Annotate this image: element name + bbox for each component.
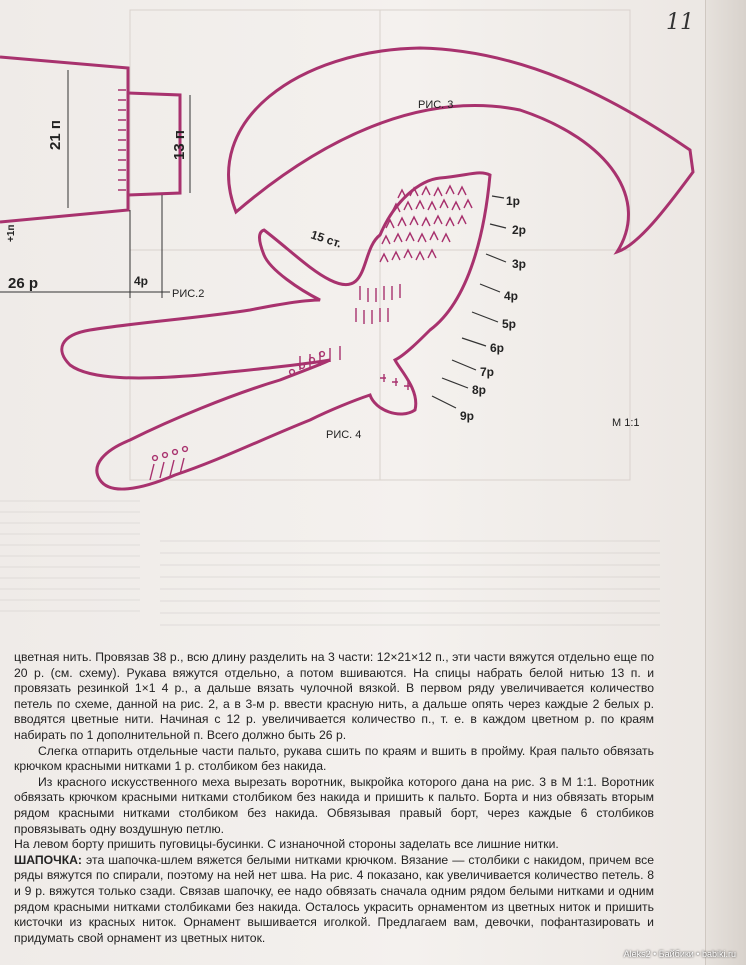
row-label-5: 5р — [502, 317, 517, 331]
stitch-symbols — [150, 186, 475, 480]
paragraph-1: цветная нить. Провязав 38 р., всю длину разделить на 3 части: 12×21×12 п., эти части вяжутся отдельно еще по 20 р. (см. схему). Рукава вяжутся отдельно, а потом вшиваются. На спицы набрать белой нитью 13 п. и провязать резинкой 1×1 4 р., а дальше вязать чулочной вязкой. В первом ряду увеличивается количество петель по схеме, данной на рис. 2, а в 3-м р. ввести красную нить, а дальше опять через каждые 2 белых р. вводятся цветные нити. Начиная с 12 р. увеличивается количество п., т. е. в каждом цветном р. по краям набирать по 1 дополнительной п. Всего должно быть 26 р. — [14, 650, 654, 742]
row-label-8: 8р — [472, 383, 487, 397]
fig2-caption: РИС.2 — [172, 288, 205, 300]
fig3-caption: РИС. 3 — [418, 99, 454, 111]
figure-3-collar — [229, 48, 693, 252]
paragraph-2: Слегка отпарить отдельные части пальто, рукава сшить по краям и вшить в пройму. Края пальто обвязать крючком красными нитками 1 р. столбиком без накида. — [14, 743, 654, 774]
background-pattern-lines — [130, 10, 630, 480]
page-number: 11 — [666, 10, 694, 35]
paragraph-5 — [14, 853, 654, 947]
dim-1-label: +1п — [6, 224, 17, 242]
row-label-9: 9р — [460, 409, 475, 423]
fig4-caption: РИС. 4 — [326, 429, 362, 441]
row-label-7: 7р — [480, 365, 495, 379]
paragraph-4: На левом борту пришить пуговицы-бусинки. С изнаночной стороны заделать все лишние нитки. — [14, 837, 559, 852]
paragraph-3: Из красного искусственного меха вырезать воротник, выкройка которого дана на рис. 3 в М 1:1. Воротник обвязать крючком красными нитками столбиком без накида и пришить к пальто. Борта и низ обвязать вторым рядом красными нитками столбиком без накида. Обвязывая правый борт, через каждые 6 столбиков провязывать одну воздушную петлю. — [14, 774, 654, 836]
row-label-3: 3р — [512, 257, 527, 271]
stitch-count-label: 15 ст. — [309, 227, 344, 251]
row-label-2: 2р — [512, 223, 527, 237]
row-ticks — [432, 196, 506, 408]
figure-4-cap — [62, 173, 526, 489]
instructions-text — [14, 650, 654, 946]
watermark-credit: Aleks2 • Байбики • babiki.ru — [623, 949, 736, 959]
scale-label: М 1:1 — [612, 417, 640, 429]
dim-4-label: 4р — [134, 274, 149, 288]
dim-21-label: 21 п — [47, 120, 64, 150]
row-label-4: 4р — [504, 289, 519, 303]
dim-13-label: 13 п — [171, 130, 188, 160]
figure-2-sleeve — [0, 57, 204, 300]
cap-heading: ШАПОЧКА: — [14, 852, 82, 867]
row-label-6: 6р — [490, 341, 505, 355]
row-label-1: 1р — [506, 194, 521, 208]
dim-26-label: 26 р — [8, 275, 39, 292]
cap-text: эта шапочка-шлем вяжется белыми нитками крючком. Вязание — столбики с накидом, причем все ряды вяжутся по спирали, поэтому на ней нет шва. На рис. 4 показано, как увеличивается количество петель. 8 и 9 р. вяжутся только сзади. Связав шапочку, ее надо обвязать сначала одним рядом белыми нитками и одним рядом красными нитками столбиками без накида. Осталось украсить орнаментом из цветных ниток и пришить кисточки из красных ниток. Орнамент вышивается иголкой. Предлагаем вам, девочки, пофантазировать и придумать свой орнамент из цветных ниток. — [14, 852, 654, 945]
